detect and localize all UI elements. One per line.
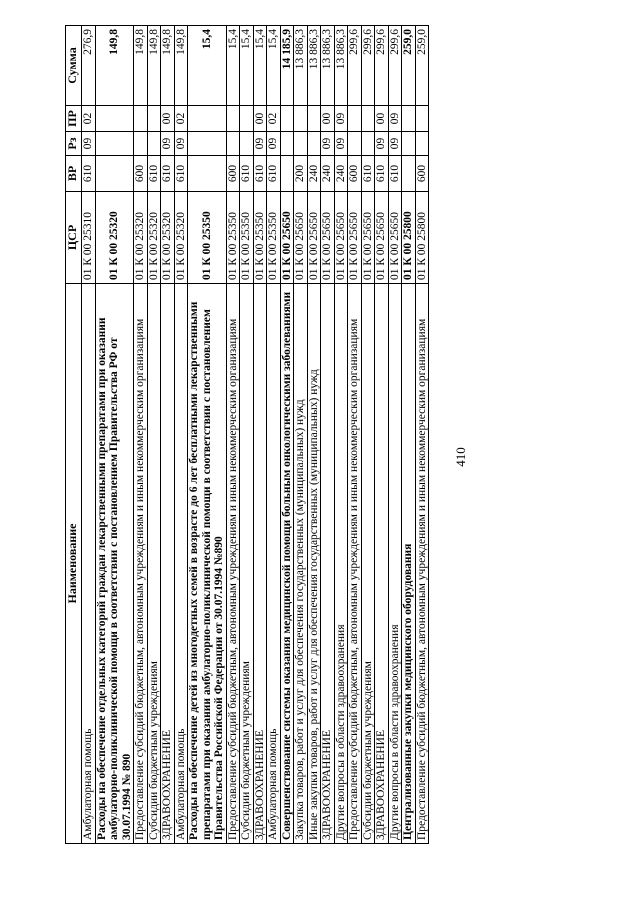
cell-sum: 149,8 [134, 26, 148, 106]
table-row [402, 26, 416, 844]
cell-pr [402, 106, 416, 132]
cell-pr: 00 [375, 106, 389, 132]
cell-pr [348, 106, 362, 132]
cell-vr: 600 [226, 156, 240, 192]
cell-name: Иные закупки товаров, работ и услуг для обеспечения государственных (муниципальных) нужд [307, 284, 321, 844]
cell-rz [361, 132, 375, 156]
cell-name: Субсидии бюджетным учреждениям [240, 284, 254, 844]
cell-sum: 259,0 [415, 26, 429, 106]
cell-sum: 149,8 [147, 26, 161, 106]
table-row [280, 26, 294, 844]
cell-sum: 149,8 [174, 26, 188, 106]
table-row [226, 26, 240, 844]
table-row [147, 26, 161, 844]
cell-rz [240, 132, 254, 156]
cell-pr [95, 106, 134, 132]
table-row [294, 26, 308, 844]
table-row [134, 26, 148, 844]
table-row [307, 26, 321, 844]
table-row [174, 26, 188, 844]
cell-sum: 13 886,3 [321, 26, 335, 106]
cell-name: Расходы на обеспечение детей из многодетных семей в возрасте до 6 лет бесплатными лекарственными препаратами при оказании амбулаторно-поликлинической помощи в соответствии с постановлением Правительства Российской Федерации от 30.07.1994 №890 [188, 284, 227, 844]
cell-vr: 240 [307, 156, 321, 192]
cell-rz [280, 132, 294, 156]
cell-rz [134, 132, 148, 156]
cell-name: Амбулаторная помощь [267, 284, 281, 844]
table-row [188, 26, 227, 844]
cell-pr [307, 106, 321, 132]
cell-sum: 15,4 [240, 26, 254, 106]
table-row [253, 26, 267, 844]
cell-rz: 09 [161, 132, 175, 156]
cell-name: Субсидии бюджетным учреждениям [361, 284, 375, 844]
header-sum: Сумма [66, 26, 82, 106]
cell-csr: 01 К 00 25350 [253, 192, 267, 284]
cell-rz [307, 132, 321, 156]
cell-csr: 01 К 00 25800 [402, 192, 416, 284]
cell-vr: 600 [348, 156, 362, 192]
table-row [82, 26, 96, 844]
cell-sum: 276,9 [82, 26, 96, 106]
cell-name: Субсидии бюджетным учреждениям [147, 284, 161, 844]
cell-name: ЗДРАВООХРАНЕНИЕ [253, 284, 267, 844]
header-name: Наименование [66, 284, 82, 844]
cell-sum: 299,6 [361, 26, 375, 106]
cell-csr: 01 К 00 25320 [95, 192, 134, 284]
cell-pr [134, 106, 148, 132]
cell-rz [348, 132, 362, 156]
cell-csr: 01 К 00 25650 [334, 192, 348, 284]
cell-vr: 610 [174, 156, 188, 192]
cell-csr: 01 К 00 25800 [415, 192, 429, 284]
cell-name: ЗДРАВООХРАНЕНИЕ [161, 284, 175, 844]
cell-csr: 01 К 00 25650 [348, 192, 362, 284]
table-row [321, 26, 335, 844]
cell-pr [147, 106, 161, 132]
cell-name: Закупка товаров, работ и услуг для обеспечения государственных (муниципальных) нужд [294, 284, 308, 844]
cell-rz [402, 132, 416, 156]
cell-name: Предоставление субсидий бюджетным, автономным учреждениям и иным некоммерческим организациям [226, 284, 240, 844]
cell-csr: 01 К 00 25320 [147, 192, 161, 284]
cell-pr: 02 [267, 106, 281, 132]
cell-csr: 01 К 00 25320 [174, 192, 188, 284]
cell-name: Амбулаторная помощь [82, 284, 96, 844]
cell-sum: 15,4 [253, 26, 267, 106]
table-row [95, 26, 134, 844]
table-row [348, 26, 362, 844]
cell-vr: 200 [294, 156, 308, 192]
cell-csr: 01 К 00 25650 [294, 192, 308, 284]
cell-sum: 299,6 [348, 26, 362, 106]
cell-rz: 09 [321, 132, 335, 156]
cell-sum: 299,6 [388, 26, 402, 106]
cell-sum: 259,0 [402, 26, 416, 106]
cell-vr [95, 156, 134, 192]
cell-rz [95, 132, 134, 156]
cell-csr: 01 К 00 25320 [161, 192, 175, 284]
cell-name: Централизованные закупки медицинского оборудования [402, 284, 416, 844]
cell-pr: 00 [253, 106, 267, 132]
cell-name: ЗДРАВООХРАНЕНИЕ [375, 284, 389, 844]
table-body [82, 26, 429, 844]
cell-vr: 600 [415, 156, 429, 192]
cell-vr: 610 [240, 156, 254, 192]
cell-name: Другие вопросы в области здравоохранения [334, 284, 348, 844]
table-row [361, 26, 375, 844]
cell-vr [402, 156, 416, 192]
cell-pr: 02 [82, 106, 96, 132]
cell-vr: 610 [388, 156, 402, 192]
table-row [334, 26, 348, 844]
cell-sum: 13 886,3 [307, 26, 321, 106]
page-number: 410 [453, 447, 468, 467]
cell-rz [415, 132, 429, 156]
cell-name: Амбулаторная помощь [174, 284, 188, 844]
cell-sum: 149,8 [95, 26, 134, 106]
cell-csr: 01 К 00 25650 [375, 192, 389, 284]
table-row [240, 26, 254, 844]
cell-csr: 01 К 00 25350 [188, 192, 227, 284]
header-pr: ПР [66, 106, 82, 132]
cell-csr: 01 К 00 25310 [82, 192, 96, 284]
cell-csr: 01 К 00 25650 [321, 192, 335, 284]
table-header-row [66, 26, 82, 844]
cell-rz: 09 [334, 132, 348, 156]
cell-sum: 15,4 [226, 26, 240, 106]
cell-pr: 00 [161, 106, 175, 132]
cell-vr: 610 [161, 156, 175, 192]
cell-rz: 09 [388, 132, 402, 156]
cell-pr [240, 106, 254, 132]
cell-name: ЗДРАВООХРАНЕНИЕ [321, 284, 335, 844]
cell-rz: 09 [267, 132, 281, 156]
cell-pr [280, 106, 294, 132]
cell-vr: 610 [267, 156, 281, 192]
cell-pr [188, 106, 227, 132]
cell-csr: 01 К 00 25350 [226, 192, 240, 284]
cell-rz: 09 [375, 132, 389, 156]
header-csr: ЦСР [66, 192, 82, 284]
cell-vr: 610 [253, 156, 267, 192]
cell-pr [415, 106, 429, 132]
cell-sum: 13 886,3 [294, 26, 308, 106]
cell-rz [188, 132, 227, 156]
cell-vr: 610 [147, 156, 161, 192]
table-row [161, 26, 175, 844]
table-row [415, 26, 429, 844]
cell-sum: 15,4 [188, 26, 227, 106]
table-row [267, 26, 281, 844]
cell-rz: 09 [82, 132, 96, 156]
cell-vr: 610 [375, 156, 389, 192]
cell-vr: 240 [321, 156, 335, 192]
cell-name: Расходы на обеспечение отдельных категорий граждан лекарственными препаратами при оказании амбулаторно-поликлинической помощи в соответствии с постановлением Правительства РФ от 30.07.1994 № 890 [95, 284, 134, 844]
cell-pr: 09 [334, 106, 348, 132]
cell-csr: 01 К 00 25350 [267, 192, 281, 284]
cell-pr [226, 106, 240, 132]
cell-name: Совершенствование системы оказания медицинской помощи больным онкологическими заболеваниями [280, 284, 294, 844]
cell-csr: 01 К 00 25350 [240, 192, 254, 284]
cell-pr: 00 [321, 106, 335, 132]
table-row [388, 26, 402, 844]
cell-rz: 09 [174, 132, 188, 156]
cell-rz [294, 132, 308, 156]
cell-csr: 01 К 00 25650 [361, 192, 375, 284]
cell-name: Предоставление субсидий бюджетным, автономным учреждениям и иным некоммерческим организациям [415, 284, 429, 844]
header-vr: ВР [66, 156, 82, 192]
cell-name: Другие вопросы в области здравоохранения [388, 284, 402, 844]
cell-pr [361, 106, 375, 132]
cell-pr: 09 [388, 106, 402, 132]
cell-vr [188, 156, 227, 192]
cell-rz [226, 132, 240, 156]
cell-sum: 299,6 [375, 26, 389, 106]
cell-csr: 01 К 00 25650 [307, 192, 321, 284]
cell-name: Предоставление субсидий бюджетным, автономным учреждениям и иным некоммерческим организациям [134, 284, 148, 844]
cell-name: Предоставление субсидий бюджетным, автономным учреждениям и иным некоммерческим организациям [348, 284, 362, 844]
budget-table [65, 25, 429, 844]
header-rz: Рз [66, 132, 82, 156]
cell-sum: 13 886,3 [334, 26, 348, 106]
cell-pr: 02 [174, 106, 188, 132]
cell-vr: 610 [82, 156, 96, 192]
cell-csr: 01 К 00 25650 [280, 192, 294, 284]
cell-vr: 240 [334, 156, 348, 192]
rotated-table-container [65, 26, 640, 844]
cell-sum: 149,8 [161, 26, 175, 106]
cell-vr [280, 156, 294, 192]
cell-vr: 600 [134, 156, 148, 192]
table-row [375, 26, 389, 844]
cell-sum: 15,4 [267, 26, 281, 106]
cell-rz [147, 132, 161, 156]
cell-pr [294, 106, 308, 132]
cell-sum: 14 185,9 [280, 26, 294, 106]
cell-csr: 01 К 00 25320 [134, 192, 148, 284]
cell-csr: 01 К 00 25650 [388, 192, 402, 284]
cell-rz: 09 [253, 132, 267, 156]
cell-vr: 610 [361, 156, 375, 192]
